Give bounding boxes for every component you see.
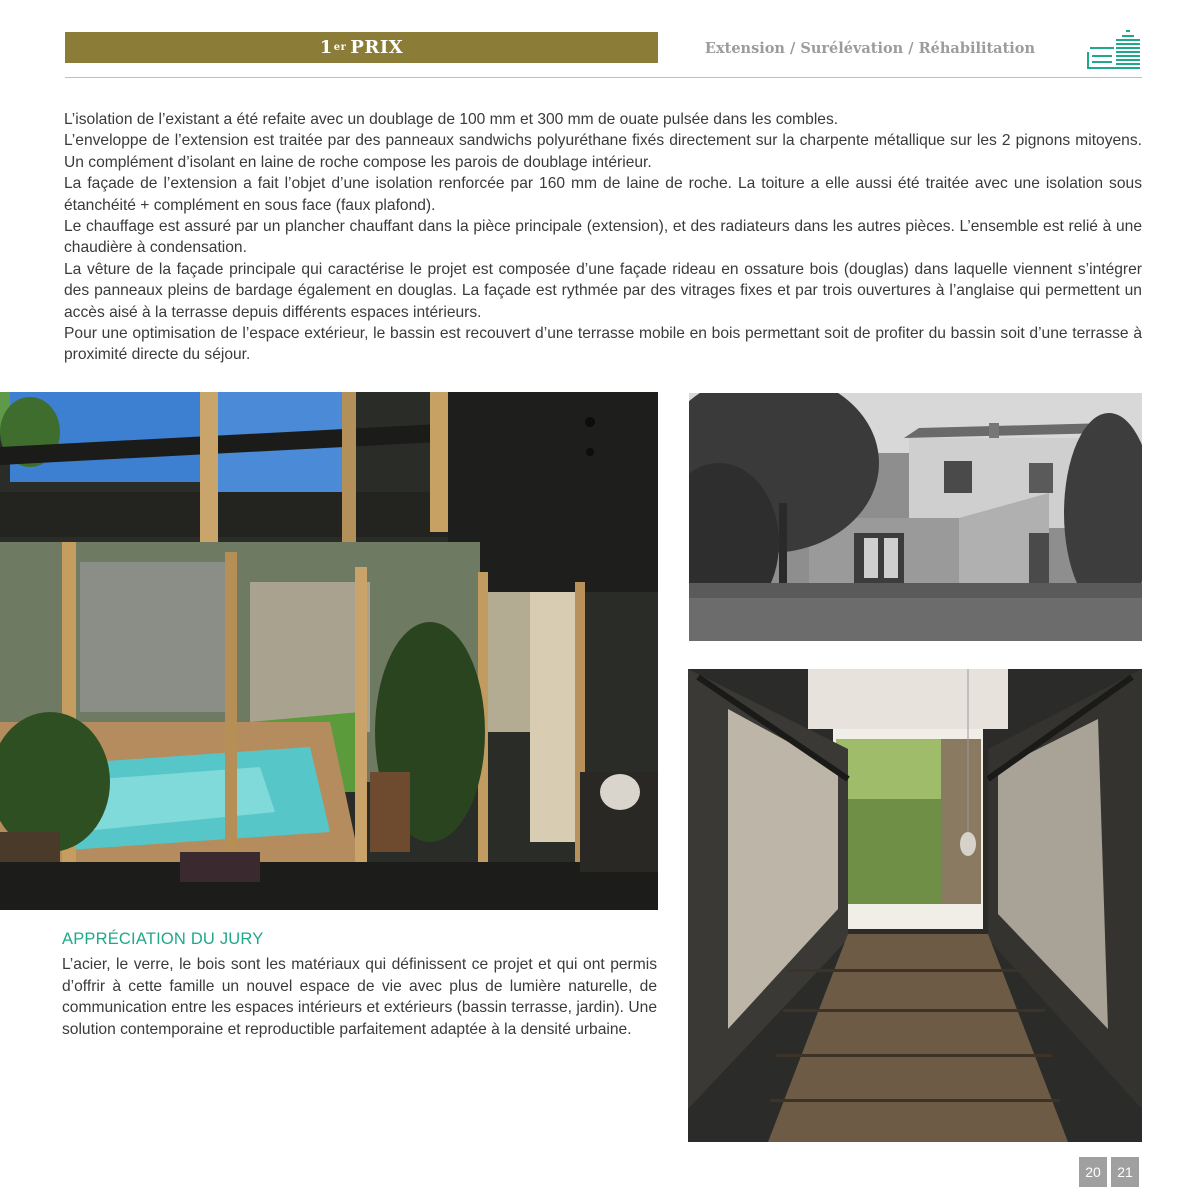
jury-title: APPRÉCIATION DU JURY: [62, 930, 264, 948]
existing-house-photo: [689, 393, 1142, 641]
article-body: [64, 109, 1142, 366]
prize-superscript: er: [333, 42, 347, 53]
body-paragraph: La vêture de la façade principale qui caractérise le projet est composée d’une façade rideau en ossature bois (douglas) dans laquelle viennent s’intégrer des panneaux pleins de bardage également en douglas. La façade est rythmée par des vitrages fixes et par trois ouvertures à l’anglaise qui permettent un accès aisé à la terrasse depuis différents espaces intérieurs.: [64, 260, 1142, 321]
prize-word: PRIX: [350, 37, 404, 58]
footbridge-photo: [688, 669, 1142, 1142]
prize-banner: [65, 32, 658, 63]
body-paragraph: La façade de l’extension a fait l’objet d’une isolation renforcée par 160 mm de laine de roche. La toiture a elle aussi été traitée avec une isolation sous étanchéité + complément en sous face (faux plafond).: [64, 175, 1142, 214]
header-divider: [65, 77, 1142, 78]
body-paragraph: Pour une optimisation de l’espace extérieur, le bassin est recouvert d’une terrasse mobile en bois permettant soit de profiter du bassin soit d’une terrasse à proximité directe du séjour.: [64, 325, 1142, 364]
section-title: Extension / Surélévation / Réhabilitation: [704, 40, 1035, 57]
page-number-left: 20: [1079, 1157, 1107, 1187]
building-logo-icon: [1086, 28, 1142, 70]
jury-text: L’acier, le verre, le bois sont les matériaux qui définissent ce projet et qui ont permis d’offrir à cette famille un nouvel espace de vie avec plus de lumière naturelle, de communication entre les espaces intérieurs et extérieurs (bassin terrasse, jardin). Une solution contemporaine et reproductible parfaitement adaptée à la densité urbaine.: [62, 956, 657, 1038]
body-paragraph: L’isolation de l’existant a été refaite avec un doublage de 100 mm et 300 mm de ouate pulsée dans les combles.: [64, 111, 839, 128]
interior-pool-photo: [0, 392, 658, 910]
body-paragraph: L’enveloppe de l’extension est traitée par des panneaux sandwichs polyuréthane fixés directement sur la charpente métallique sur les 2 pignons mitoyens. Un complément d’isolant en laine de roche compose les parois de doublage intérieur.: [64, 132, 1142, 171]
page-number-right: 21: [1111, 1157, 1139, 1187]
body-paragraph: Le chauffage est assuré par un plancher chauffant dans la pièce principale (extension), et des radiateurs dans les autres pièces. L’ensemble est relié à une chaudière à condensation.: [64, 218, 1142, 257]
prize-number: 1: [319, 37, 333, 58]
